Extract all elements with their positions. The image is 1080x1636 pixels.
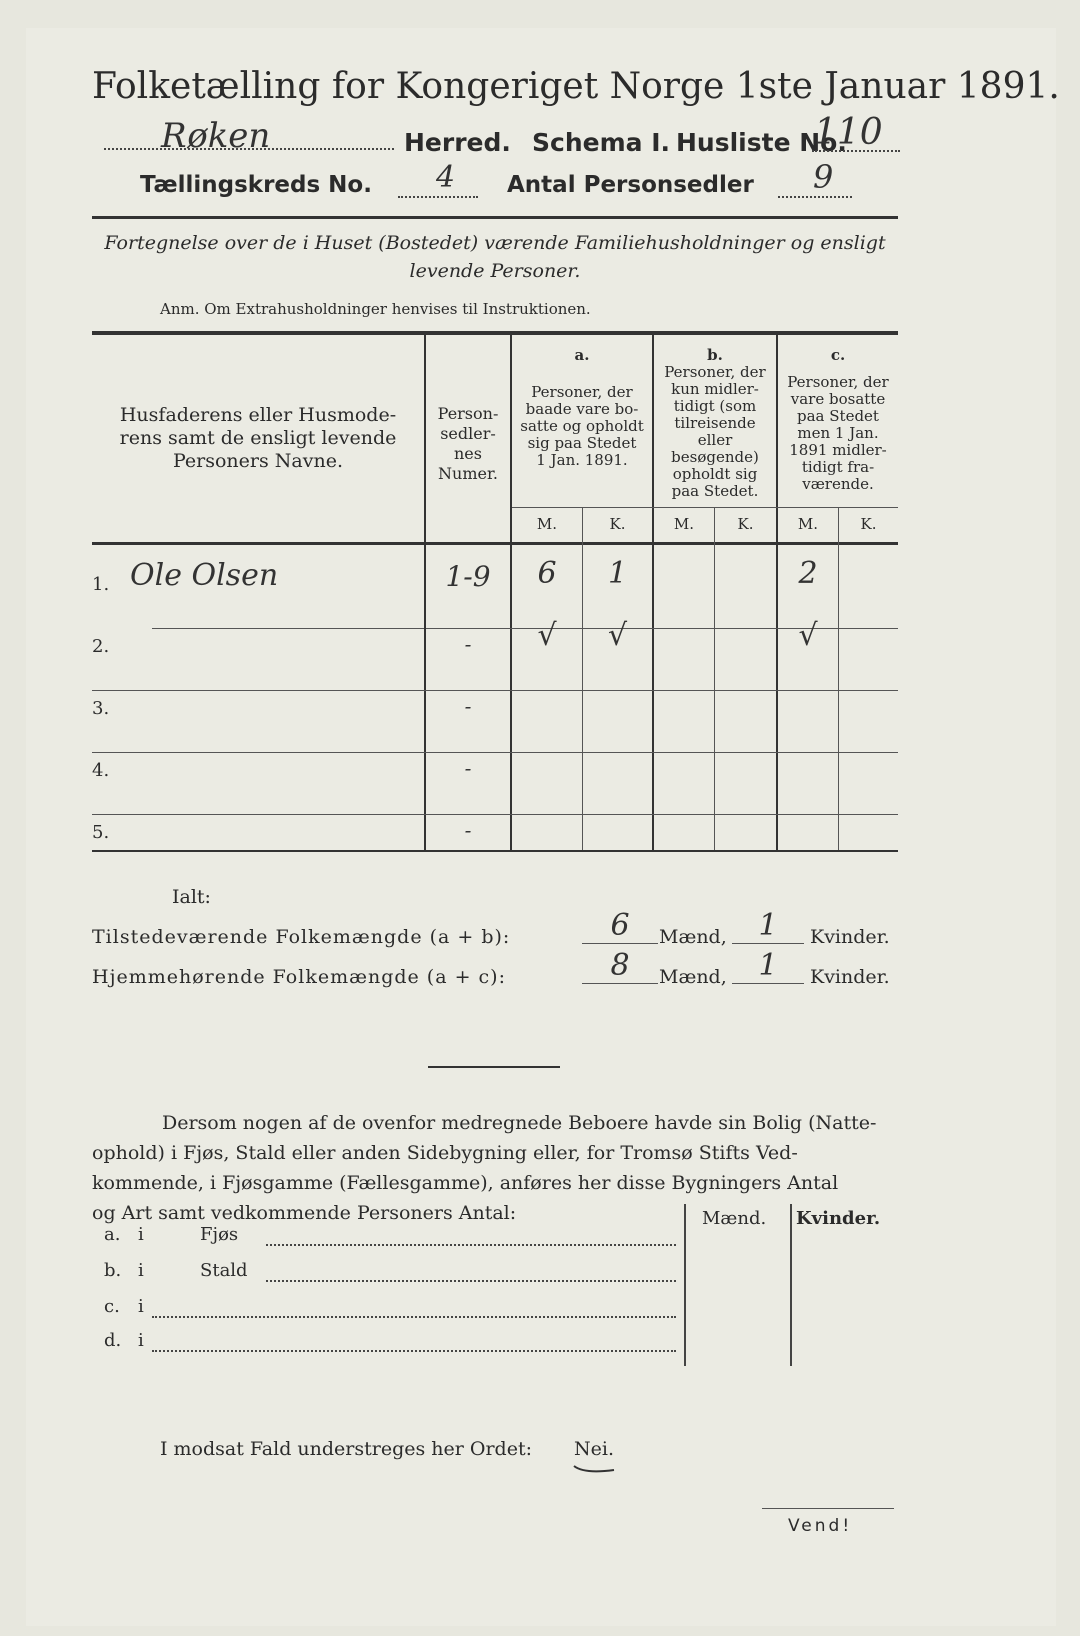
- tilstede-k-rule: [732, 943, 804, 944]
- group-a-line: sig paa Stedet: [527, 434, 637, 452]
- bolig-item-i: i: [138, 1330, 144, 1351]
- row-rule: [92, 690, 898, 691]
- row-sedler-number: -: [464, 694, 472, 718]
- ialt-label: Ialt:: [172, 886, 211, 908]
- modsat-word: Nei.: [574, 1438, 614, 1460]
- col-num-line: Person-: [437, 404, 499, 423]
- herred-label: Herred.: [404, 128, 511, 157]
- col-num-line: sedler-: [440, 424, 496, 443]
- bolig-item-letter: c.: [104, 1296, 120, 1317]
- bolig-line: ophold) i Fjøs, Stald eller anden Sidebygning eller, for Tromsø Stifts Ved-: [92, 1142, 798, 1164]
- bolig-col-sep-2: [790, 1204, 792, 1366]
- bolig-item-label: Fjøs: [200, 1224, 239, 1245]
- c-m-label: M.: [797, 515, 819, 533]
- row-count-cm: √: [798, 618, 818, 653]
- group-a-line: satte og opholdt: [520, 417, 644, 435]
- col-sep-ck: [838, 508, 839, 850]
- row-sedler-number: -: [464, 632, 472, 656]
- row-sedler-number: -: [464, 818, 472, 842]
- bolig-line: Dersom nogen af de ovenfor medregnede Beboere havde sin Bolig (Natte-: [162, 1112, 877, 1134]
- bolig-kvinder-header: Kvinder.: [796, 1208, 881, 1229]
- tilstede-maend-label: Mænd,: [659, 926, 727, 948]
- group-b-header: [654, 364, 776, 500]
- tilstede-m-rule: [582, 943, 658, 944]
- hjemme-maend-label: Mænd,: [659, 966, 727, 988]
- bolig-item-dots: [152, 1316, 676, 1318]
- row-number: 4.: [92, 760, 110, 781]
- row-count-am: √: [537, 618, 557, 653]
- hjemme-k-rule: [732, 983, 804, 984]
- group-c-line: tidigt fra-: [801, 458, 875, 476]
- group-c-line: vare bosatte: [790, 390, 886, 408]
- bolig-item-letter: a.: [104, 1224, 121, 1245]
- bolig-item-dots: [266, 1244, 676, 1246]
- group-b-line: eller: [697, 431, 733, 449]
- row-count-ak: √: [607, 618, 628, 653]
- group-c-letter: c.: [830, 346, 846, 364]
- kreds-dots: [398, 196, 478, 198]
- hjemme-m-rule: [582, 983, 658, 984]
- a-m-label: M.: [536, 515, 558, 533]
- group-b-letter: b.: [707, 346, 723, 364]
- row-rule: [152, 628, 424, 629]
- group-c-line: værende.: [802, 475, 874, 493]
- bolig-col-sep-1: [684, 1204, 686, 1366]
- b-k-label: K.: [737, 515, 754, 533]
- hjemme-m-value: 8: [610, 948, 630, 983]
- col-sep-bk: [714, 508, 715, 850]
- col-num-header: [426, 404, 510, 484]
- col-names-line: Husfaderens eller Husmode-: [119, 404, 397, 426]
- group-b-line: Personer, der: [664, 363, 766, 381]
- row-sedler-number: 1-9: [445, 560, 491, 593]
- antal-label: Antal Personsedler: [507, 172, 754, 198]
- antal-dots: [778, 196, 852, 198]
- bolig-item-letter: d.: [104, 1330, 122, 1351]
- a-k-label: K.: [609, 515, 626, 533]
- row-number: 5.: [92, 822, 110, 843]
- row-count-am: 6: [537, 556, 557, 591]
- bolig-item-label: Stald: [200, 1260, 248, 1281]
- husliste-label: Husliste No.: [676, 128, 847, 157]
- b-m-label: M.: [673, 515, 695, 533]
- tilstede-kvinder-label: Kvinder.: [810, 926, 890, 948]
- hjemme-k-value: 1: [758, 948, 778, 983]
- group-b-line: opholdt sig: [672, 465, 758, 483]
- hjemme-label: Hjemmehørende Folkemængde (a + c):: [92, 966, 506, 988]
- group-b-line: kun midler-: [671, 380, 759, 398]
- form-title: Folketælling for Kongeriget Norge 1ste Januar 1891.: [92, 66, 1060, 107]
- tilstede-label: Tilstedeværende Folkemængde (a + b):: [92, 926, 511, 948]
- row-count-cm: 2: [798, 556, 818, 591]
- tilstede-m-value: 6: [610, 908, 630, 943]
- group-a-line: baade vare bo-: [525, 400, 639, 418]
- bolig-item-dots: [152, 1350, 676, 1352]
- row-rule: [92, 814, 898, 815]
- group-a-letter: a.: [574, 346, 590, 364]
- mk-rule: [512, 507, 898, 508]
- group-c-line: paa Stedet: [797, 407, 879, 425]
- group-a-line: Personer, der: [531, 383, 633, 401]
- bolig-item-i: i: [138, 1224, 144, 1245]
- col-names-header: [92, 404, 424, 473]
- husliste-value: 110: [814, 112, 883, 153]
- row-count-ak: 1: [607, 556, 628, 591]
- group-b-line: paa Stedet.: [671, 482, 759, 500]
- vend-label: Vend!: [788, 1516, 853, 1536]
- bolig-item-i: i: [138, 1260, 144, 1281]
- bolig-paragraph: [92, 1108, 898, 1228]
- modsat-label: I modsat Fald understreges her Ordet:: [160, 1438, 532, 1460]
- intro-line-2: levende Personer.: [409, 260, 581, 282]
- table-bottom-rule: [92, 850, 898, 852]
- census-sheet: [26, 28, 1060, 1626]
- row-name: Ole Olsen: [130, 558, 279, 593]
- col-num-line: nes: [454, 444, 482, 463]
- hjemme-kvinder-label: Kvinder.: [810, 966, 890, 988]
- anm-note: Anm. Om Extrahusholdninger henvises til Instruktionen.: [160, 300, 591, 318]
- group-b-line: besøgende): [671, 448, 759, 466]
- group-a-line: 1 Jan. 1891.: [536, 451, 628, 469]
- c-k-label: K.: [860, 515, 877, 533]
- bolig-item-i: i: [138, 1296, 144, 1317]
- section-divider: [428, 1066, 560, 1068]
- husliste-dots: [812, 150, 900, 152]
- group-c-line: men 1 Jan.: [797, 424, 879, 442]
- group-b-line: tidigt (som: [673, 397, 757, 415]
- kreds-value: 4: [436, 160, 456, 195]
- schema-label: Schema I.: [532, 128, 671, 157]
- col-names-line: Personers Navne.: [172, 450, 343, 472]
- group-b-line: tilreisende: [674, 414, 756, 432]
- row-number: 2.: [92, 636, 110, 657]
- antal-value: 9: [813, 158, 834, 196]
- kreds-label: Tællingskreds No.: [140, 172, 372, 198]
- tilstede-k-value: 1: [758, 908, 778, 943]
- bolig-item-dots: [266, 1280, 676, 1282]
- bolig-item-letter: b.: [104, 1260, 122, 1281]
- col-num-line: Numer.: [438, 464, 498, 483]
- col-names-line: rens samt de ensligt levende: [119, 427, 397, 449]
- header-rule: [92, 216, 898, 219]
- bolig-maend-header: Mænd.: [702, 1208, 767, 1229]
- nei-underline: [572, 1462, 616, 1476]
- group-c-line: Personer, der: [787, 373, 889, 391]
- intro-line-1: Fortegnelse over de i Huset (Bostedet) værende Familiehusholdninger og ensligt: [104, 232, 886, 254]
- bolig-line: og Art samt vedkommende Personers Antal:: [92, 1202, 517, 1224]
- row-number: 3.: [92, 698, 110, 719]
- group-c-header: [778, 374, 898, 493]
- row-rule: [92, 752, 898, 753]
- herred-value: Røken: [161, 116, 271, 156]
- row-number: 1.: [92, 574, 110, 595]
- group-a-header: [512, 384, 652, 469]
- vend-rule: [762, 1508, 894, 1509]
- row-sedler-number: -: [464, 756, 472, 780]
- bolig-line: kommende, i Fjøsgamme (Fællesgamme), anføres her disse Bygningers Antal: [92, 1172, 839, 1194]
- group-c-line: 1891 midler-: [789, 441, 887, 459]
